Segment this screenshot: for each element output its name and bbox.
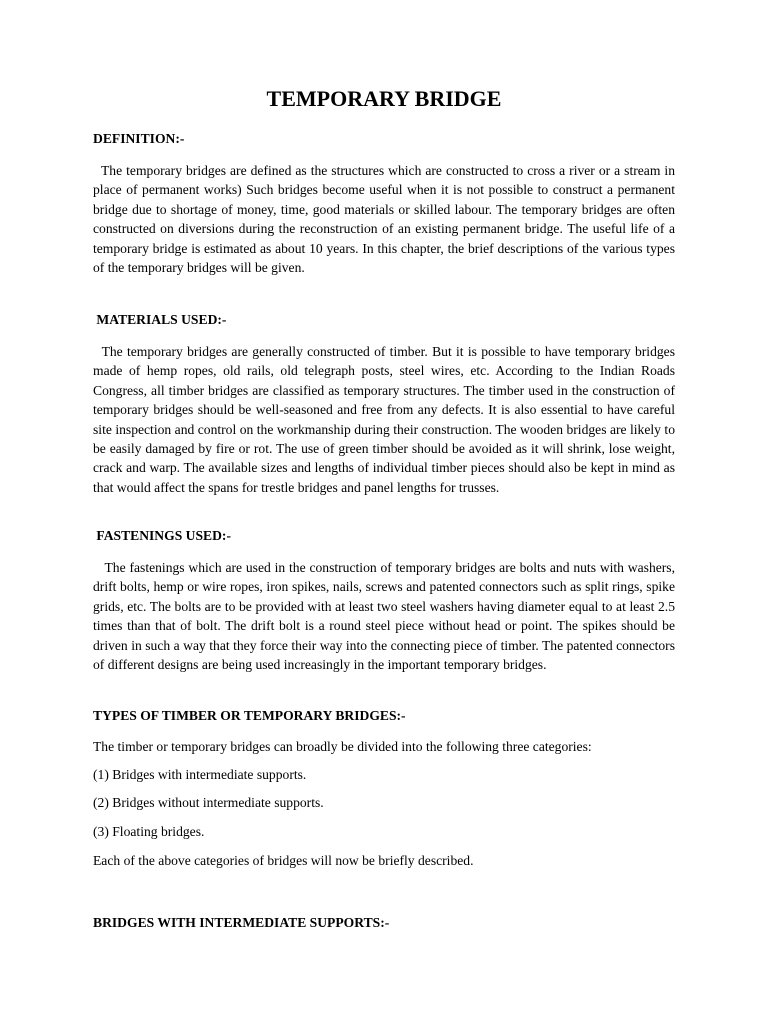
list-item: (2) Bridges without intermediate supports. xyxy=(93,795,324,810)
types-heading: TYPES OF TIMBER OR TEMPORARY BRIDGES:- xyxy=(93,708,406,723)
list-item: (3) Floating bridges. xyxy=(93,824,205,839)
page-title: TEMPORARY BRIDGE xyxy=(266,86,502,111)
fastenings-paragraph: The fastenings which are used in the construction of temporary bridges are bolts and nuts with washers, drift bolts, hemp or wire ropes, iron spikes, nails, screws and patented connectors such as split rings, spike grids, etc. The bolts are to be provided with at least two steel washers having diameter equal to at least 2.5 times than that of bolt. The drift bolt is a round steel piece without head or point. The spikes should be driven in such a way that they force their way into the connecting piece of timber. The patented connectors of different designs are being used increasingly in the important temporary bridges. xyxy=(93,560,679,673)
types-intro: The timber or temporary bridges can broadly be divided into the following three categories: xyxy=(93,739,592,754)
materials-heading: MATERIALS USED:- xyxy=(93,312,227,327)
definition-paragraph: The temporary bridges are defined as the structures which are constructed to cross a river or a stream in place of permanent works) Such bridges become useful when it is not possible to construct a permanent bridge due to shortage of money, time, good materials or skilled labour. The temporary bridges are often constructed on diversions during the reconstruction of an existing permanent bridge. The useful life of a temporary bridge is estimated as about 10 years. In this chapter, the brief descriptions of the various types of the temporary bridges will be given. xyxy=(93,163,679,276)
types-outro: Each of the above categories of bridges will now be briefly described. xyxy=(93,853,474,868)
list-item: (1) Bridges with intermediate supports. xyxy=(93,767,307,782)
materials-paragraph: The temporary bridges are generally constructed of timber. But it is possible to have temporary bridges made of hemp ropes, old rails, old telegraph posts, steel wires, etc. According to the Indian Roads Congress, all timber bridges are classified as temporary structures. The timber used in the construction of temporary bridges should be well-seasoned and free from any defects. It is also essential to have careful site inspection and control on the workmanship during their construction. The wooden bridges are likely to be easily damaged by fire or rot. The use of green timber should be avoided as it will shrink, lose weight, crack and warp. The available sizes and lengths of individual timber pieces should also be kept in mind as that would affect the spans for trestle bridges and panel lengths for trusses. xyxy=(93,344,679,495)
intermediate-supports-heading: BRIDGES WITH INTERMEDIATE SUPPORTS:- xyxy=(93,915,390,930)
fastenings-heading: FASTENINGS USED:- xyxy=(93,528,231,543)
definition-heading: DEFINITION:- xyxy=(93,131,185,146)
